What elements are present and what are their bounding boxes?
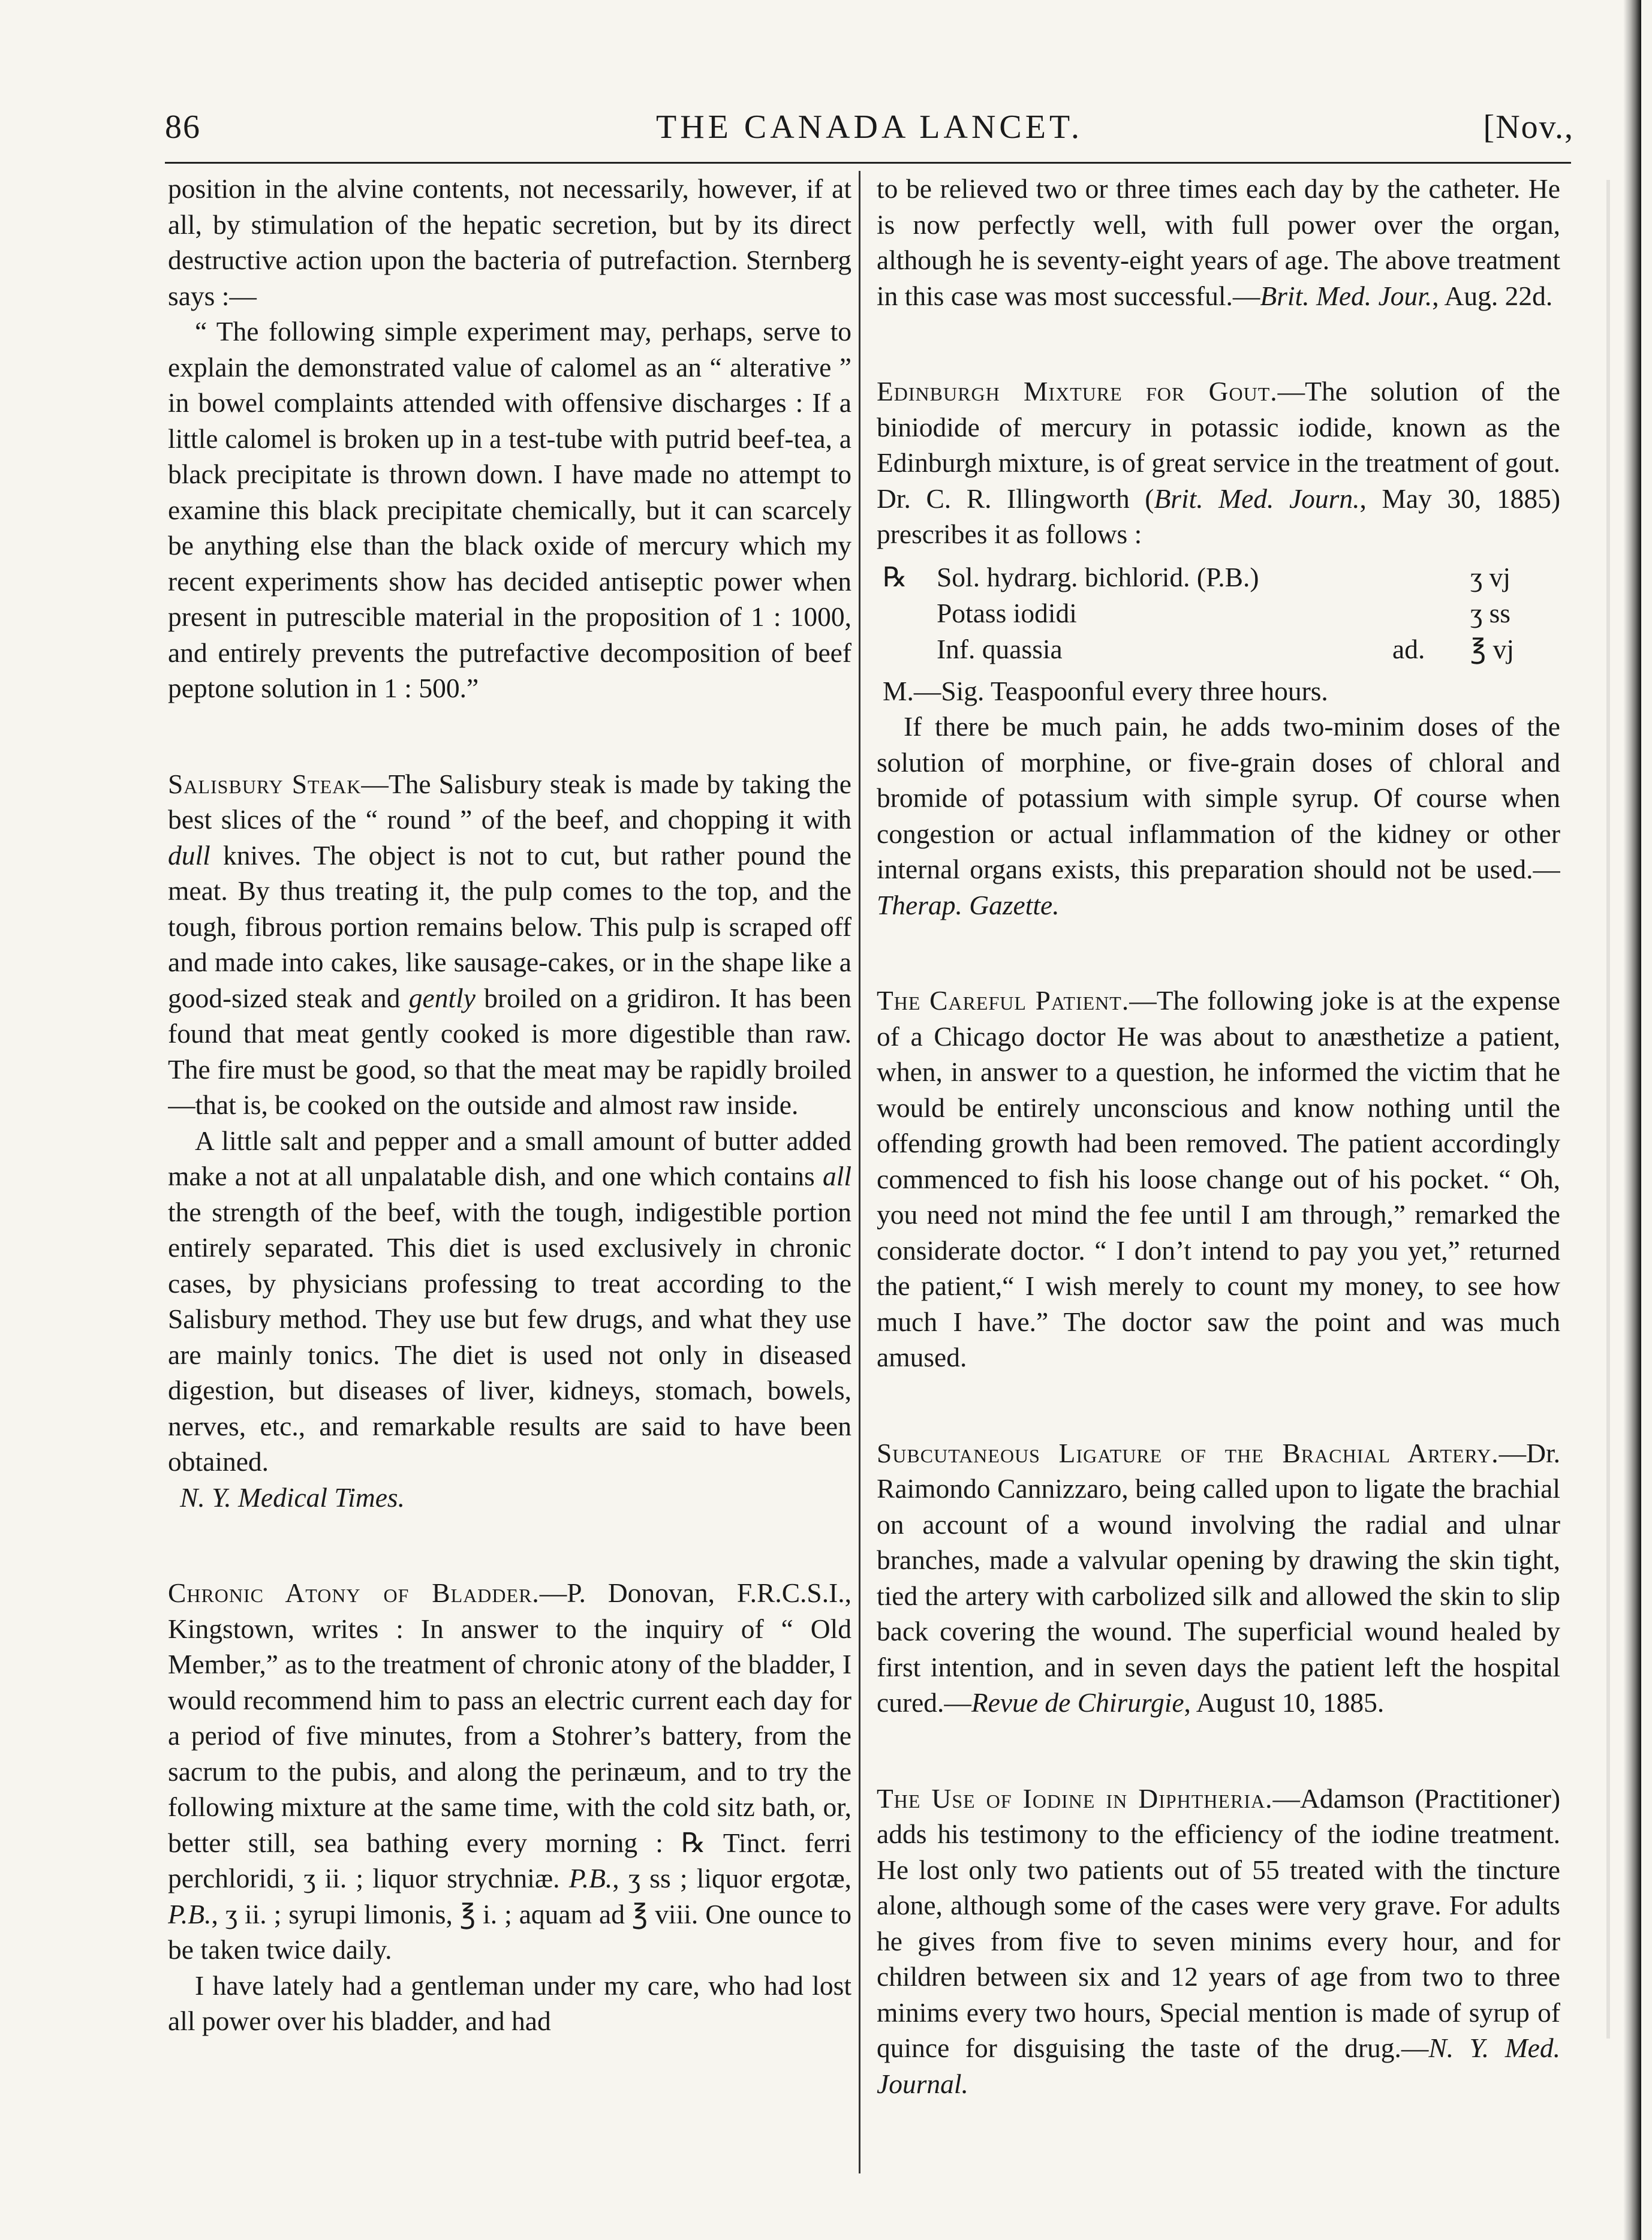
article-source: N. Y. Medical Times. [180, 1482, 405, 1513]
prescription-line [877, 631, 1560, 667]
article-chronic-atony [168, 1575, 851, 2039]
article-heading: The Careful Patient. [877, 985, 1130, 1016]
left-column [168, 171, 851, 2185]
prescription [877, 559, 1560, 667]
article-heading: Edinburgh Mixture for Gout. [877, 376, 1278, 407]
running-head [165, 96, 1574, 162]
ingredient-name: Potass iodidi [937, 597, 1077, 628]
iodine-paragraph: The Use of Iodine in Diphtheria.—Adamson (Practitioner) adds his testimony to the efficiency of the iodine treatment. He lost only two patients out of 55 treated with the tincture alone, although some of the cases were very grave. For adults he gives from five to seven minims every hour, and for children between six and 12 years of age from two to three minims every two hours, Special mention is made of syrup of quince for disguising the taste of the drug.—N. Y. Med. Journal. [877, 1783, 1560, 2099]
column-divider [859, 171, 860, 2173]
article-heading: Salisbury Steak [168, 768, 362, 799]
ingredient-quantity: ʒ ss [1470, 597, 1510, 628]
journal-title: THE CANADA LANCET. [655, 109, 1084, 146]
patient-paragraph: The Careful Patient.—The following joke is at the expense of a Chicago doctor He was about to anæsthetize a patient, when, in answer to a question, he informed the victim that he would be entirely unconscious and know nothing until the offending growth had been removed. The patient accordingly commenced to fish his loose change out of his pocket. “ Oh, you need not mind the fee until I am through,” remarked the considerate doctor. “ I don’t intend to pay you yet,” returned the patient,“ I wish merely to count my money, to see how much I have.” The doctor saw the point and was much amused. [877, 985, 1560, 1372]
header-rule [165, 162, 1571, 164]
prescription-line [877, 559, 1560, 595]
article-salisbury-steak [168, 766, 851, 1516]
continuation-paragraph: position in the alvine contents, not necessarily, however, if at all, by stimulation of the hepatic secretion, but by its direct destructive action upon the bacteria of putrefaction. Sternberg says :— [168, 173, 851, 311]
article-heading: Subcutaneous Ligature of the Brachial Artery. [877, 1437, 1499, 1468]
right-column [877, 171, 1560, 2185]
gout-paragraph-1: Edinburgh Mixture for Gout.—The solution of the biniodide of mercury in potassic iodide, known as the Edinburgh mixture, is of great service in the treatment of gout. Dr. C. R. Illingworth (Brit. Med. Journ., May 30, 1885) prescribes it as follows : [877, 376, 1560, 549]
ingredient-name: Inf. quassia [937, 633, 1063, 664]
salisbury-paragraph-2: A little salt and pepper and a small amount of butter added make a not at all unpalatable dish, and one which contains all the strength of the beef, with the tough, indigestible portion entirely separated. This diet is used exclusively in chronic cases, by physicians professing to treat according to the Salisbury method. They use but few drugs, and what they use are mainly tonics. The diet is used not only in diseased digestion, but diseases of liver, kidneys, stomach, bowels, nerves, etc., and remarkable results are said to have been obtained. [168, 1125, 851, 1477]
sternberg-quote: “ The following simple experiment may, perhaps, serve to explain the demonstrated value of calomel as an “ alterative ” in bowel complaints attended with offensive discharges : If a little calomel is broken up in a test-tube with putrid beef-tea, a black precipitate is thrown down. I have made no attempt to examine this black precipitate chemically, but it can scarcely be anything else than the black oxide of mercury which my recent experiments show has decided antiseptic power when present in putrescible material in the proposition of 1 : 1000, and entirely prevents the putrefactive decomposition of beef peptone solution in 1 : 500.” [168, 316, 851, 703]
bladder-continuation: to be relieved two or three times each day by the catheter. He is now perfectly well, with full power over the organ, although he is seventy-eight years of age. The above treatment in this case was most successful.—Brit. Med. Jour., Aug. 22d. [877, 173, 1560, 311]
prescription-signa: M.—Sig. Teaspoonful every three hours. [883, 675, 1328, 706]
recipe-symbol: ℞ [883, 561, 907, 592]
ingredient-ad: ad. [1392, 633, 1425, 664]
section-gap [877, 923, 1560, 983]
page-shadow [1606, 180, 1610, 2039]
page-number: 86 [165, 109, 201, 146]
section-gap [877, 1375, 1560, 1435]
bladder-paragraph-2: I have lately had a gentleman under my care, who had lost all power over his bladder, and had [168, 1970, 851, 2036]
article-iodine-diphtheria [877, 1781, 1560, 2102]
issue-month: [Nov., [1483, 109, 1574, 146]
bladder-paragraph-1: Chronic Atony of Bladder.—P. Donovan, F.R.C.S.I., Kingstown, writes : In answer to the inquiry of “ Old Member,” as to the treatment of chronic atony of the bladder, I would recommend him to pass an electric current each day for a period of five minutes, from a Stohrer’s battery, from the sacrum to the pubis, and along the perinæum, and to try the following mixture at the same time, with the cold sitz bath, or, better still, sea bathing every morning : ℞ Tinct. ferri perchloridi, ʒ ii. ; liquor strychniæ. P.B., ʒ ss ; liquor ergotæ, P.B., ʒ ii. ; syrupi limonis, ℥ i. ; aquam ad ℥ viii. One ounce to be taken twice daily. [168, 1577, 851, 1965]
article-brachial-ligature [877, 1435, 1560, 1721]
binding-edge [1623, 0, 1641, 2240]
prescription-line [877, 595, 1560, 631]
gout-paragraph-2: If there be much pain, he adds two-minim doses of the solution of morphine, or five-grain doses of chloral and bromide of potassium with simple syrup. Of course when congestion or actual inflammation of the kidney or other internal organs exists, this preparation should not be used.—Therap. Gazette. [877, 711, 1560, 920]
section-gap [877, 1721, 1560, 1781]
ingredient-quantity: ℥ vj [1470, 633, 1515, 664]
article-careful-patient [877, 983, 1560, 1375]
article-edinburgh-mixture [877, 374, 1560, 923]
ingredient-name: Sol. hydrarg. bichlorid. (P.B.) [937, 561, 1259, 592]
section-gap [168, 1515, 851, 1575]
section-gap [877, 314, 1560, 374]
section-gap [168, 706, 851, 766]
ligature-paragraph: Subcutaneous Ligature of the Brachial Artery.—Dr. Raimondo Cannizzaro, being called upon to ligate the brachial on account of a wound involving the radial and ulnar branches, made a valvular opening by drawing the skin tight, tied the artery with carbolized silk and allowed the skin to slip back covering the wound. The superficial wound healed by first intention, and in seven days the patient left the hospital cured.—Revue de Chirurgie, August 10, 1885. [877, 1437, 1560, 1718]
article-heading: The Use of Iodine in Diphtheria. [877, 1783, 1273, 1814]
ingredient-quantity: ʒ vj [1470, 561, 1510, 592]
article-heading: Chronic Atony of Bladder. [168, 1577, 540, 1608]
salisbury-paragraph-1: Salisbury Steak—The Salisbury steak is made by taking the best slices of the “ round ” of the beef, and chopping it with dull knives. The object is not to cut, but rather pound the meat. By thus treating it, the pulp comes to the top, and the tough, fibrous portion remains below. This pulp is scraped off and made into cakes, like sausage-cakes, or in the shape like a good-sized steak and gently broiled on a gridiron. It has been found that meat gently cooked is more digestible than raw. The fire must be good, so that the meat may be rapidly broiled—that is, be cooked on the outside and almost raw inside. [168, 768, 851, 1120]
